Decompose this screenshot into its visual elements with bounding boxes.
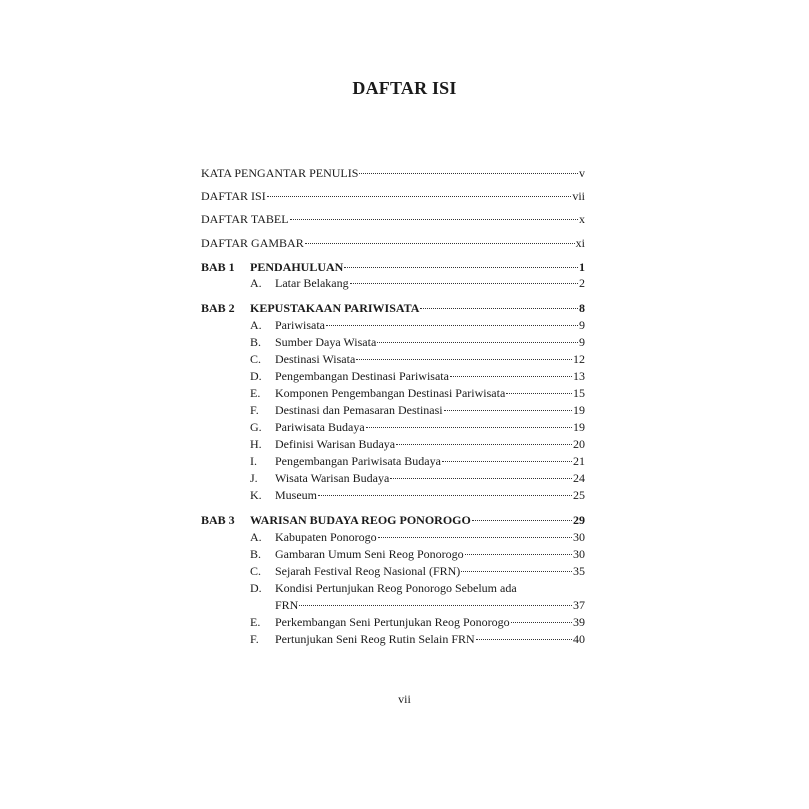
toc-entry-page: xi — [575, 236, 585, 250]
chapter-entry[interactable] — [201, 513, 585, 527]
section-title: Sumber Daya Wisata — [275, 335, 377, 349]
section-page: 12 — [573, 352, 585, 366]
toc-entry[interactable] — [201, 166, 585, 180]
section-title: Kabupaten Ponorogo — [275, 530, 377, 544]
section-entry[interactable] — [250, 276, 585, 290]
dot-leader — [267, 195, 572, 197]
chapter-page: 29 — [573, 513, 585, 527]
dot-leader — [299, 604, 572, 606]
section-title: Pengembangan Destinasi Pariwisata — [275, 369, 449, 383]
section-title: Museum — [275, 488, 317, 502]
section-letter: A. — [250, 318, 262, 332]
chapter-number: BAB 1 — [201, 260, 235, 274]
section-entry[interactable] — [250, 581, 585, 595]
dot-leader — [318, 494, 572, 496]
section-entry[interactable] — [250, 335, 585, 349]
section-letter: F. — [250, 403, 259, 417]
dot-leader — [378, 536, 572, 538]
section-letter: C. — [250, 352, 262, 366]
chapter-entry[interactable] — [201, 260, 585, 274]
section-title: Definisi Warisan Budaya — [275, 437, 396, 451]
section-entry[interactable] — [250, 369, 585, 383]
section-letter: G. — [250, 420, 262, 434]
section-letter: F. — [250, 632, 259, 646]
toc-entry-label: DAFTAR GAMBAR — [201, 236, 304, 250]
section-title: Pertunjukan Seni Reog Rutin Selain FRN — [275, 632, 475, 646]
section-entry[interactable] — [250, 318, 585, 332]
toc-entry-label: DAFTAR TABEL — [201, 212, 289, 226]
section-letter: K. — [250, 488, 262, 502]
section-page: 35 — [573, 564, 585, 578]
section-title: Gambaran Umum Seni Reog Ponorogo — [275, 547, 464, 561]
section-entry[interactable] — [250, 564, 585, 578]
toc-entry-label: KATA PENGANTAR PENULIS — [201, 166, 359, 180]
section-entry[interactable] — [250, 632, 585, 646]
section-letter: J. — [250, 471, 258, 485]
section-letter: A. — [250, 530, 262, 544]
section-page: 39 — [573, 615, 585, 629]
section-title: Komponen Pengembangan Destinasi Pariwisata — [275, 386, 506, 400]
chapter-number: BAB 3 — [201, 513, 235, 527]
dot-leader — [356, 358, 572, 360]
section-title-continuation: FRN — [275, 598, 299, 612]
section-page: 19 — [573, 403, 585, 417]
toc-entry-label: DAFTAR ISI — [201, 189, 266, 203]
chapter-entry[interactable] — [201, 301, 585, 315]
section-title: Latar Belakang — [275, 276, 349, 290]
section-page: 19 — [573, 420, 585, 434]
dot-leader — [366, 426, 572, 428]
section-page: 37 — [573, 598, 585, 612]
section-page: 20 — [573, 437, 585, 451]
dot-leader — [444, 409, 572, 411]
section-letter: H. — [250, 437, 262, 451]
section-page: 2 — [579, 276, 585, 290]
section-title: Wisata Warisan Budaya — [275, 471, 390, 485]
toc-entry[interactable] — [201, 189, 585, 203]
chapter-title: KEPUSTAKAAN PARIWISATA — [250, 301, 420, 315]
section-entry[interactable] — [250, 386, 585, 400]
chapter-number: BAB 2 — [201, 301, 235, 315]
section-page: 9 — [579, 335, 585, 349]
section-entry[interactable] — [250, 437, 585, 451]
dot-leader — [442, 460, 572, 462]
dot-leader — [511, 621, 572, 623]
section-letter: A. — [250, 276, 262, 290]
dot-leader — [359, 172, 578, 174]
dot-leader — [344, 266, 578, 268]
dot-leader — [450, 375, 572, 377]
dot-leader — [506, 392, 572, 394]
section-title: Perkembangan Seni Pertunjukan Reog Ponorogo — [275, 615, 510, 629]
toc-entry-page: vii — [572, 189, 585, 203]
section-page: 15 — [573, 386, 585, 400]
section-letter: I. — [250, 454, 257, 468]
section-page: 13 — [573, 369, 585, 383]
section-title: Sejarah Festival Reog Nasional (FRN) — [275, 564, 461, 578]
section-entry[interactable] — [250, 352, 585, 366]
chapter-page: 1 — [579, 260, 585, 274]
section-page: 40 — [573, 632, 585, 646]
section-entry[interactable] — [250, 530, 585, 544]
section-entry-continuation[interactable] — [275, 598, 585, 612]
dot-leader — [377, 341, 578, 343]
section-title: Pariwisata — [275, 318, 325, 332]
dot-leader — [472, 519, 572, 521]
section-letter: B. — [250, 547, 262, 561]
toc-entry-page: v — [579, 166, 585, 180]
section-page: 30 — [573, 530, 585, 544]
section-title: Kondisi Pertunjukan Reog Ponorogo Sebelum ada — [275, 581, 517, 595]
dot-leader — [350, 282, 578, 284]
dot-leader — [305, 242, 575, 244]
chapter-title: PENDAHULUAN — [250, 260, 344, 274]
section-title: Destinasi dan Pemasaran Destinasi — [275, 403, 443, 417]
chapter-title: WARISAN BUDAYA REOG PONOROGO — [250, 513, 471, 527]
section-title: Pariwisata Budaya — [275, 420, 365, 434]
section-entry[interactable] — [250, 403, 585, 417]
dot-leader — [465, 553, 572, 555]
section-letter: D. — [250, 369, 262, 383]
section-letter: C. — [250, 564, 262, 578]
section-letter: D. — [250, 581, 262, 595]
section-letter: B. — [250, 335, 262, 349]
section-entry[interactable] — [250, 615, 585, 629]
toc-entry[interactable] — [201, 212, 585, 226]
dot-leader — [461, 570, 572, 572]
dot-leader — [420, 307, 578, 309]
chapter-page: 8 — [579, 301, 585, 315]
section-entry[interactable] — [250, 420, 585, 434]
section-page: 25 — [573, 488, 585, 502]
section-entry[interactable] — [250, 454, 585, 468]
section-entry[interactable] — [250, 488, 585, 502]
dot-leader — [396, 443, 572, 445]
section-entry[interactable] — [250, 471, 585, 485]
section-page: 24 — [573, 471, 585, 485]
page-number: vii — [398, 692, 411, 706]
section-page: 30 — [573, 547, 585, 561]
dot-leader — [290, 218, 578, 220]
section-letter: E. — [250, 386, 261, 400]
page-title: DAFTAR ISI — [352, 78, 457, 98]
section-letter: E. — [250, 615, 261, 629]
toc-entry[interactable] — [201, 236, 585, 250]
section-entry[interactable] — [250, 547, 585, 561]
dot-leader — [390, 477, 572, 479]
section-title: Pengembangan Pariwisata Budaya — [275, 454, 441, 468]
dot-leader — [476, 638, 572, 640]
dot-leader — [326, 324, 578, 326]
section-page: 9 — [579, 318, 585, 332]
toc-entry-page: x — [579, 212, 585, 226]
section-title: Destinasi Wisata — [275, 352, 356, 366]
section-page: 21 — [573, 454, 585, 468]
